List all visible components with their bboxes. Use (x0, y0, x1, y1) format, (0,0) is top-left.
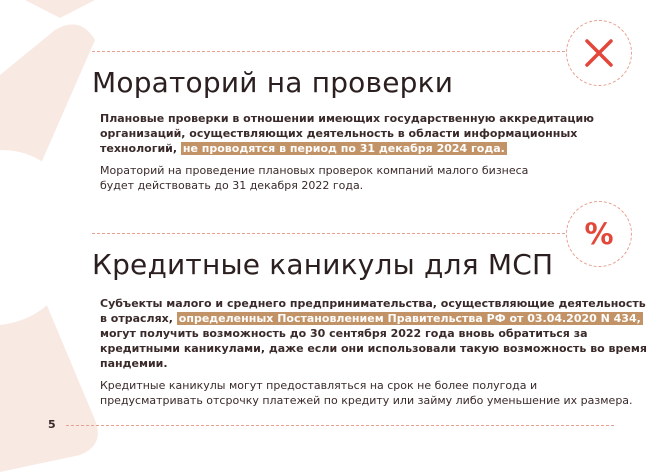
section1-icon-circle (566, 20, 632, 86)
highlight-text: определенных Постановлением Правительства РФ от 03.04.2020 N 434, (178, 312, 641, 325)
text-line: организаций, осуществляющих деятельность в области информационных (100, 127, 578, 140)
section2-title: Кредитные каникулы для МСП (92, 248, 554, 281)
text-line: могут получить возможность до 30 сентября 2022 года вновь обратиться за (100, 327, 588, 340)
highlight-text: не проводятся в период по 31 декабря 2024 года. (182, 142, 505, 155)
section2-paragraph1 (100, 296, 648, 371)
section1-paragraph1 (100, 111, 640, 156)
section1-divider (92, 51, 570, 52)
text-line: в отраслях, (100, 312, 173, 325)
text-line: будет действовать до 31 декабря 2022 года. (100, 179, 364, 192)
text-line: Кредитные каникулы могут предоставляться на срок не более полугода и (100, 379, 538, 392)
text-line: Мораторий на проведение плановых проверок компаний малого бизнеса (100, 164, 529, 177)
section1-title: Мораторий на проверки (92, 66, 454, 99)
percent-icon: % (584, 216, 614, 251)
text-line: технологий, (100, 142, 178, 155)
section2-divider (92, 233, 570, 234)
text-line: кредитными каникулами, даже если они использовали такую возможность во время (100, 342, 647, 355)
section1-paragraph2 (100, 163, 640, 193)
text-line: предусматривать отсрочку платежей по кредиту или займу либо уменьшение их размера. (100, 394, 633, 407)
section2-paragraph2 (100, 378, 652, 408)
footer-divider (66, 425, 614, 426)
text-line: Субъекты малого и среднего предпринимательства, осуществляющие деятельность (100, 297, 646, 310)
page-number: 5 (48, 418, 56, 431)
close-x-icon (584, 38, 614, 68)
text-line: Плановые проверки в отношении имеющих государственную аккредитацию (100, 112, 594, 125)
section2-icon-circle (566, 201, 632, 267)
text-line: пандемии. (100, 357, 168, 370)
